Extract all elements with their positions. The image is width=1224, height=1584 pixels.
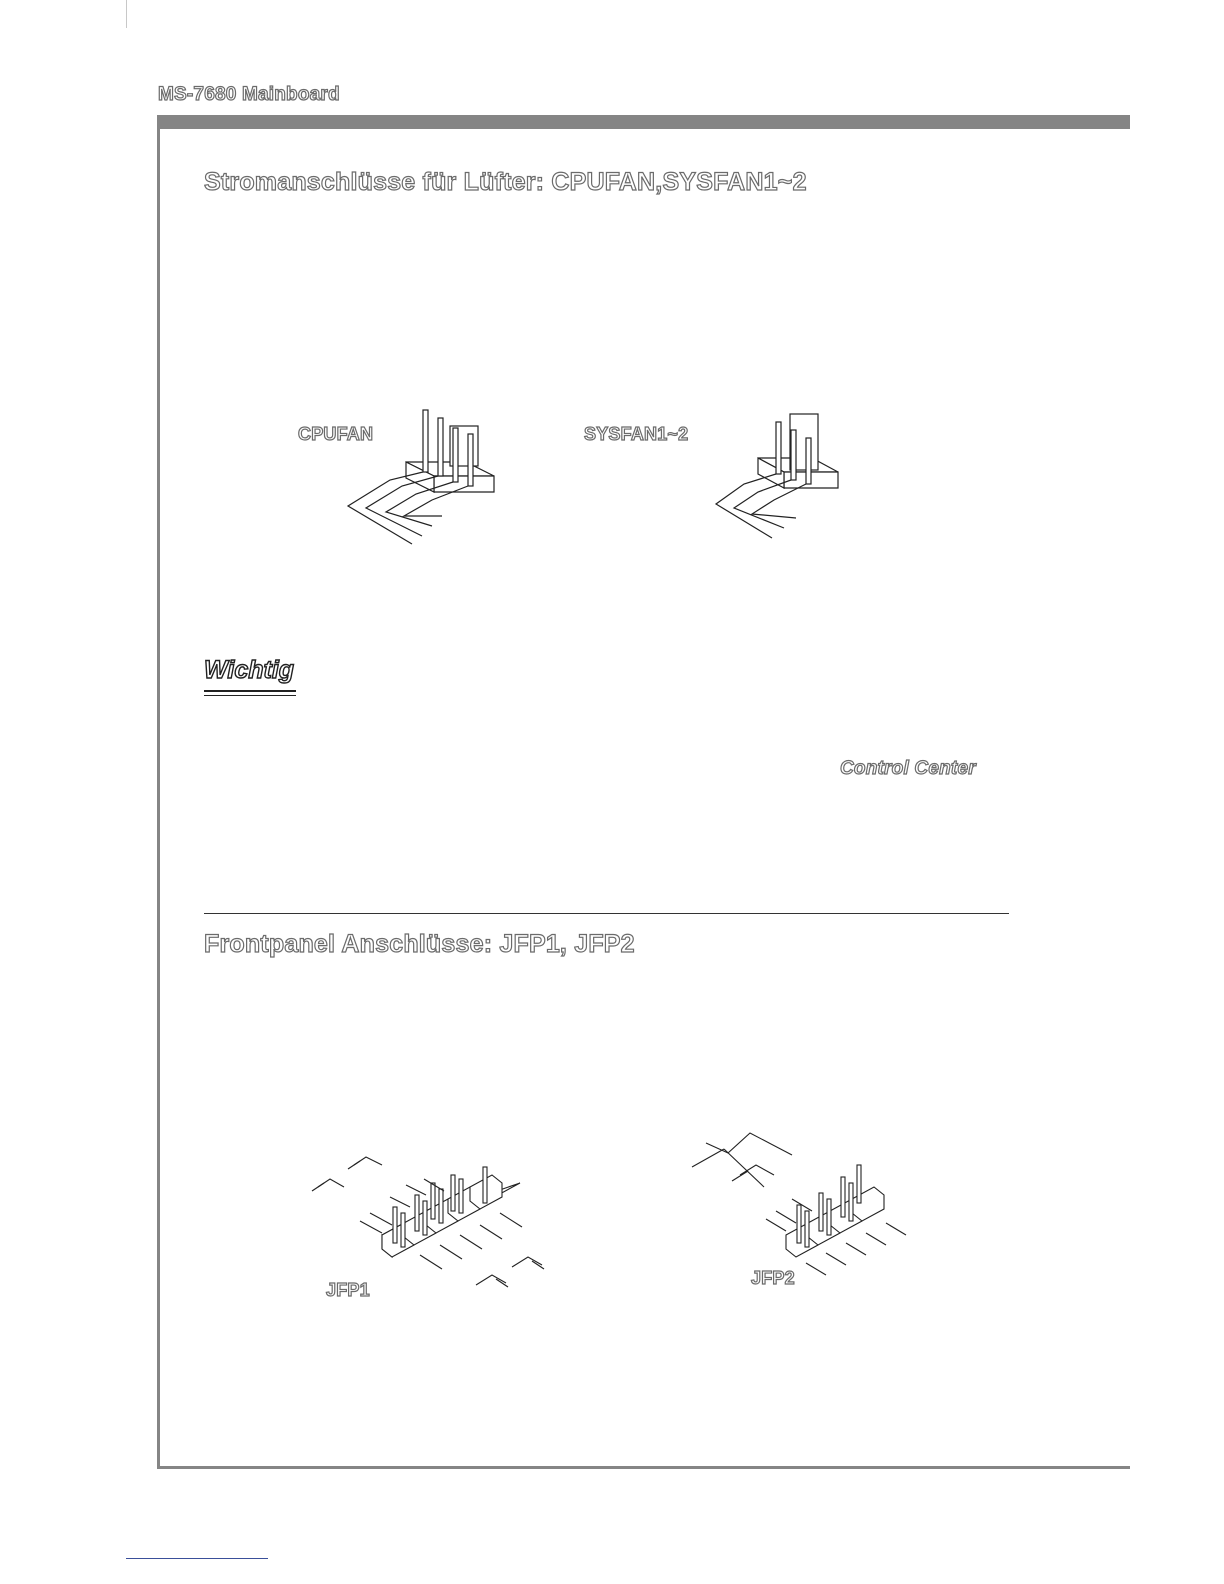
jfp2-connector xyxy=(692,1133,906,1275)
fan-section-heading: Stromanschlüsse für Lüfter: CPUFAN,SYSFAN1~2 xyxy=(204,168,807,196)
front-panel-connector-diagram xyxy=(300,1125,920,1310)
top-edge-rule xyxy=(126,0,127,28)
control-center-term: Control Center xyxy=(840,758,976,779)
important-note-heading: Wichtig xyxy=(204,656,295,684)
jfp2-label: JFP2 xyxy=(751,1268,795,1288)
jfp1-label: JFP1 xyxy=(326,1280,370,1300)
section-divider xyxy=(204,913,1009,914)
bottom-margin-rule xyxy=(157,1466,1130,1469)
front-panel-section-heading: Frontpanel Anschlüsse: JFP1, JFP2 xyxy=(204,930,635,958)
sysfan-connector xyxy=(716,414,838,538)
footer-link-line xyxy=(126,1558,268,1559)
page-header-title: MS-7680 Mainboard xyxy=(158,84,340,105)
left-margin-rule xyxy=(157,115,160,1469)
fan-connector-diagram xyxy=(290,400,870,560)
jfp1-connector xyxy=(312,1157,544,1287)
cpufan-label: CPUFAN xyxy=(298,424,374,444)
note-heading-underline xyxy=(204,690,296,692)
sysfan-label: SYSFAN1~2 xyxy=(584,424,689,444)
header-bar xyxy=(158,115,1130,129)
note-heading-underline-thin xyxy=(204,695,296,696)
